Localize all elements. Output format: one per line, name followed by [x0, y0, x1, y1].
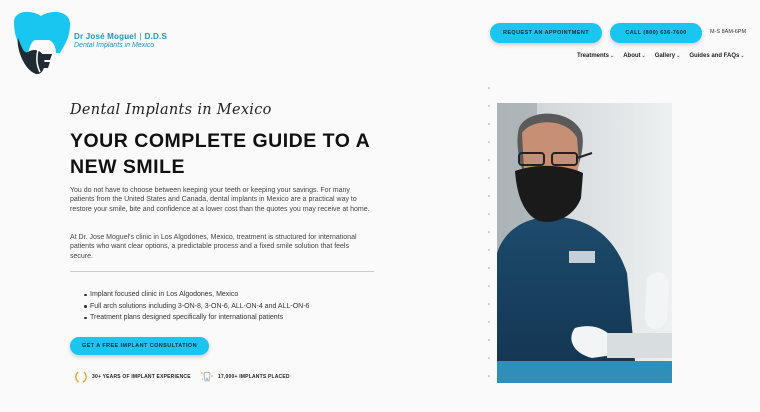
- brand-name: [74, 32, 167, 41]
- clinic-logo[interactable]: [10, 8, 72, 76]
- chevron-down-icon: ⌄: [740, 53, 745, 59]
- chevron-down-icon: ⌄: [676, 53, 681, 59]
- nav-item-gallery[interactable]: [655, 53, 681, 59]
- nav-item-label: Guides and FAQs: [689, 53, 740, 59]
- laurel-wreath-icon: [74, 370, 88, 384]
- list-item: Implant focused clinic in Los Algodones, Mexico: [84, 289, 309, 301]
- feature-list: [84, 289, 309, 324]
- nav-item-treatments[interactable]: [577, 53, 614, 59]
- divider: [70, 271, 374, 272]
- call-button[interactable]: CALL (800) 636-7600: [610, 23, 702, 43]
- request-appointment-button[interactable]: REQUEST AN APPOINTMENT: [490, 23, 602, 43]
- chevron-down-icon: ⌄: [610, 53, 615, 59]
- nav-item-about[interactable]: [623, 53, 646, 59]
- list-item: Full arch solutions including 3-ON-8, 3-ON-6, ALL-ON-4 and ALL-ON-6: [84, 301, 309, 313]
- main-nav: [577, 53, 745, 59]
- office-hours: M-S 8AM-6PM: [710, 29, 747, 35]
- nav-item-guides-faqs[interactable]: [689, 53, 744, 59]
- nav-item-label: Gallery: [654, 53, 676, 59]
- brand-tagline: Dental Implants in Mexico: [74, 42, 155, 49]
- brand-block[interactable]: [74, 32, 167, 49]
- clinic-paragraph: At Dr. Jose Moguel's clinic in Los Algodones, Mexico, treatment is structured for international patients who want clear options, a predictable process and a fixed smile solution that feels secure.: [70, 234, 357, 260]
- doctor-name: Dr José Moguel: [74, 32, 137, 41]
- intro-paragraph: You do not have to choose between keeping your teeth or keeping your savings. For many patients from the United States and Canada, dental implants in Mexico are a practical way to restore your smile, bite and confidence at a lower cost than the quotes you may receive at home.: [70, 187, 370, 213]
- brand-separator: |: [139, 32, 142, 41]
- nav-item-label: About: [623, 53, 641, 59]
- free-consultation-button[interactable]: GET A FREE IMPLANT CONSULTATION: [70, 337, 209, 355]
- chevron-down-icon: ⌄: [641, 53, 646, 59]
- hero-kicker: Dental Implants in Mexico: [70, 102, 272, 118]
- dentist-photo: [497, 103, 672, 383]
- nav-item-label: Treatments: [577, 53, 610, 59]
- stat-experience-text: 30+ YEARS OF IMPLANT EXPERIENCE: [92, 374, 191, 380]
- stat-implants: [200, 370, 290, 384]
- decorative-dots: [487, 86, 497, 386]
- tooth-sparkle-icon: [200, 370, 214, 384]
- brand-credential: D.D.S: [144, 32, 167, 41]
- list-item: Treatment plans designed specifically for international patients: [84, 312, 309, 324]
- stat-implants-text: 17,000+ IMPLANTS PLACED: [218, 374, 290, 380]
- hero-title: YOUR COMPLETE GUIDE TO A NEW SMILE: [70, 130, 370, 178]
- stat-experience: [74, 370, 191, 384]
